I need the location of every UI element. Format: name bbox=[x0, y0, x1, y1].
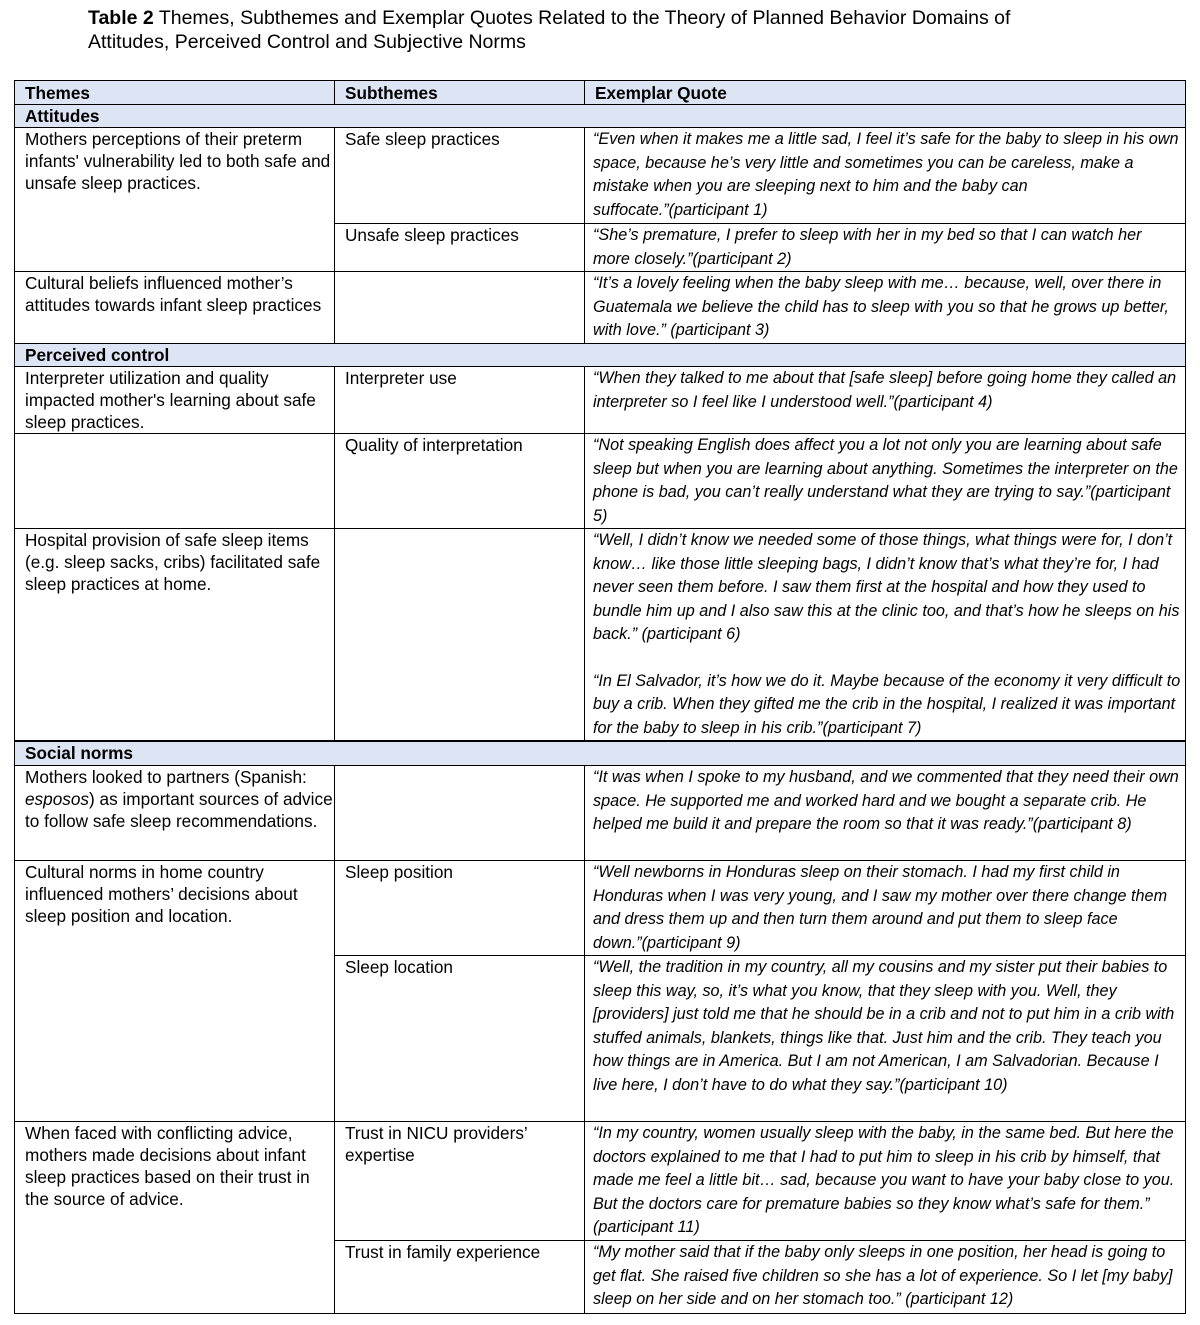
subtheme-cell: Interpreter use bbox=[335, 367, 585, 434]
quote-cell: “In my country, women usually sleep with the baby, in the same bed. But here the doctors explained to me that I had to put him to sleep in his crib by himself, that made me feel a little bit… sad, because you want to have your baby close to you. But the doctors care for premature babies so they know what’s safe for them.” (participant 11) bbox=[585, 1122, 1186, 1241]
quote-cell: “She’s premature, I prefer to sleep with her in my bed so that I can watch her more closely.”(participant 2) bbox=[585, 224, 1186, 272]
quote-cell: “When they talked to me about that [safe sleep] before going home they called an interpreter so I feel like I understood well.”(participant 4) bbox=[585, 367, 1186, 434]
table-title: Themes, Subthemes and Exemplar Quotes Related to the Theory of Planned Behavior Domains of Attitudes, Perceived Control and Subjective Norms bbox=[88, 7, 1011, 53]
table-row bbox=[15, 529, 1186, 741]
quote-cell: “Well newborns in Honduras sleep on their stomach. I had my first child in Honduras when I was very young, and I saw my mother over there change them and dress them up and then turn them around and put them to sleep face down.”(participant 9) bbox=[585, 861, 1186, 956]
quote-cell: “Not speaking English does affect you a lot not only you are learning about safe sleep but when you are learning about anything. Sometimes the interpreter on the phone is bad, you can’t really understand what they are trying to say.”(participant 5) bbox=[585, 434, 1186, 529]
section-row-perceived-control bbox=[15, 344, 1186, 367]
themes-table-part-1 bbox=[14, 80, 1186, 741]
quote-cell bbox=[585, 529, 1186, 741]
table-number: Table 2 bbox=[88, 7, 154, 29]
subtheme-cell: Sleep position bbox=[335, 861, 585, 956]
header-quote: Exemplar Quote bbox=[585, 81, 1186, 105]
theme-cell: Cultural beliefs influenced mother’s attitudes towards infant sleep practices bbox=[15, 272, 335, 344]
quote-text: “In El Salvador, it’s how we do it. Maybe because of the economy it very difficult to buy a crib. When they gifted me the crib in the hospital, I realized it was important for the baby to sleep in his crib.”(participant 7) bbox=[593, 671, 1181, 737]
table-row bbox=[15, 1122, 1186, 1241]
table-caption bbox=[88, 6, 1088, 54]
table-row bbox=[15, 766, 1186, 861]
subtheme-cell-empty bbox=[335, 529, 585, 741]
subtheme-cell: Trust in NICU providers’ expertise bbox=[335, 1122, 585, 1241]
subtheme-cell: Sleep location bbox=[335, 956, 585, 1122]
subtheme-cell: Safe sleep practices bbox=[335, 128, 585, 224]
table-row bbox=[15, 434, 1186, 529]
theme-cell: Mothers perceptions of their preterm infants' vulnerability led to both safe and unsafe sleep practices. bbox=[15, 128, 335, 272]
quote-cell: “Well, the tradition in my country, all my cousins and my sister put their babies to sleep this way, so, it’s what you know, that they sleep with you. Well, they [providers] just told me that he should be in a crib and not to put him in a crib with stuffed animals, blankets, things like that. Just him and the crib. They teach you how things are in America. But I am not American, I am Salvadorian. Because I live here, I don’t have to do what they say.”(participant 10) bbox=[585, 956, 1186, 1122]
theme-cell: Hospital provision of safe sleep items (e.g. sleep sacks, cribs) facilitated safe sleep practices at home. bbox=[15, 529, 335, 741]
subtheme-cell-empty bbox=[335, 272, 585, 344]
section-row-social-norms bbox=[15, 742, 1186, 766]
header-row bbox=[15, 81, 1186, 105]
header-themes: Themes bbox=[15, 81, 335, 105]
theme-cell: When faced with conflicting advice, mothers made decisions about infant sleep practices based on their trust in the source of advice. bbox=[15, 1122, 335, 1314]
section-row-attitudes bbox=[15, 105, 1186, 128]
quote-cell: “My mother said that if the baby only sleeps in one position, her head is going to get flat. She raised five children so she has a lot of experience. So I let [my baby] sleep on her side and on her stomach too.” (participant 12) bbox=[585, 1241, 1186, 1314]
section-perceived-control: Perceived control bbox=[15, 344, 1186, 367]
theme-cell-empty bbox=[15, 434, 335, 529]
section-social-norms: Social norms bbox=[15, 742, 1186, 766]
theme-cell: Mothers looked to partners (Spanish: esposos) as important sources of advice to follow safe sleep recommendations. bbox=[15, 766, 335, 861]
quote-cell: “Even when it makes me a little sad, I feel it’s safe for the baby to sleep in his own space, because he’s very little and sometimes you can be careless, make a mistake when you are sleeping next to him and the baby can suffocate.”(participant 1) bbox=[585, 128, 1186, 224]
section-attitudes: Attitudes bbox=[15, 105, 1186, 128]
theme-cell: Interpreter utilization and quality impacted mother's learning about safe sleep practices. bbox=[15, 367, 335, 434]
theme-cell: Cultural norms in home country influenced mothers’ decisions about sleep position and location. bbox=[15, 861, 335, 1122]
quote-text: “Well, I didn’t know we needed some of those things, what things were for, I don’t know… like those little sleeping bags, I didn’t know that’s what they’re for, I had never seen them before. I saw them first at the hospital and how they used to bundle him up and I also saw this at the clinic too, and that’s how he sleeps on his back.” (participant 6) bbox=[593, 531, 1180, 643]
quote-cell: “It’s a lovely feeling when the baby sleep with me… because, well, over there in Guatemala we believe the child has to sleep with you so that he grows up better, with love.” (participant 3) bbox=[585, 272, 1186, 344]
table-row bbox=[15, 128, 1186, 224]
header-subthemes: Subthemes bbox=[335, 81, 585, 105]
subtheme-cell: Unsafe sleep practices bbox=[335, 224, 585, 272]
subtheme-cell: Quality of interpretation bbox=[335, 434, 585, 529]
table-row bbox=[15, 272, 1186, 344]
table-row bbox=[15, 861, 1186, 956]
subtheme-cell: Trust in family experience bbox=[335, 1241, 585, 1314]
subtheme-cell-empty bbox=[335, 766, 585, 861]
themes-table-part-2 bbox=[14, 741, 1186, 1314]
table-row bbox=[15, 367, 1186, 434]
quote-cell: “It was when I spoke to my husband, and we commented that they need their own space. He supported me and worked hard and we bought a separate crib. He helped me build it and prepare the room so that it was ready.”(participant 8) bbox=[585, 766, 1186, 861]
